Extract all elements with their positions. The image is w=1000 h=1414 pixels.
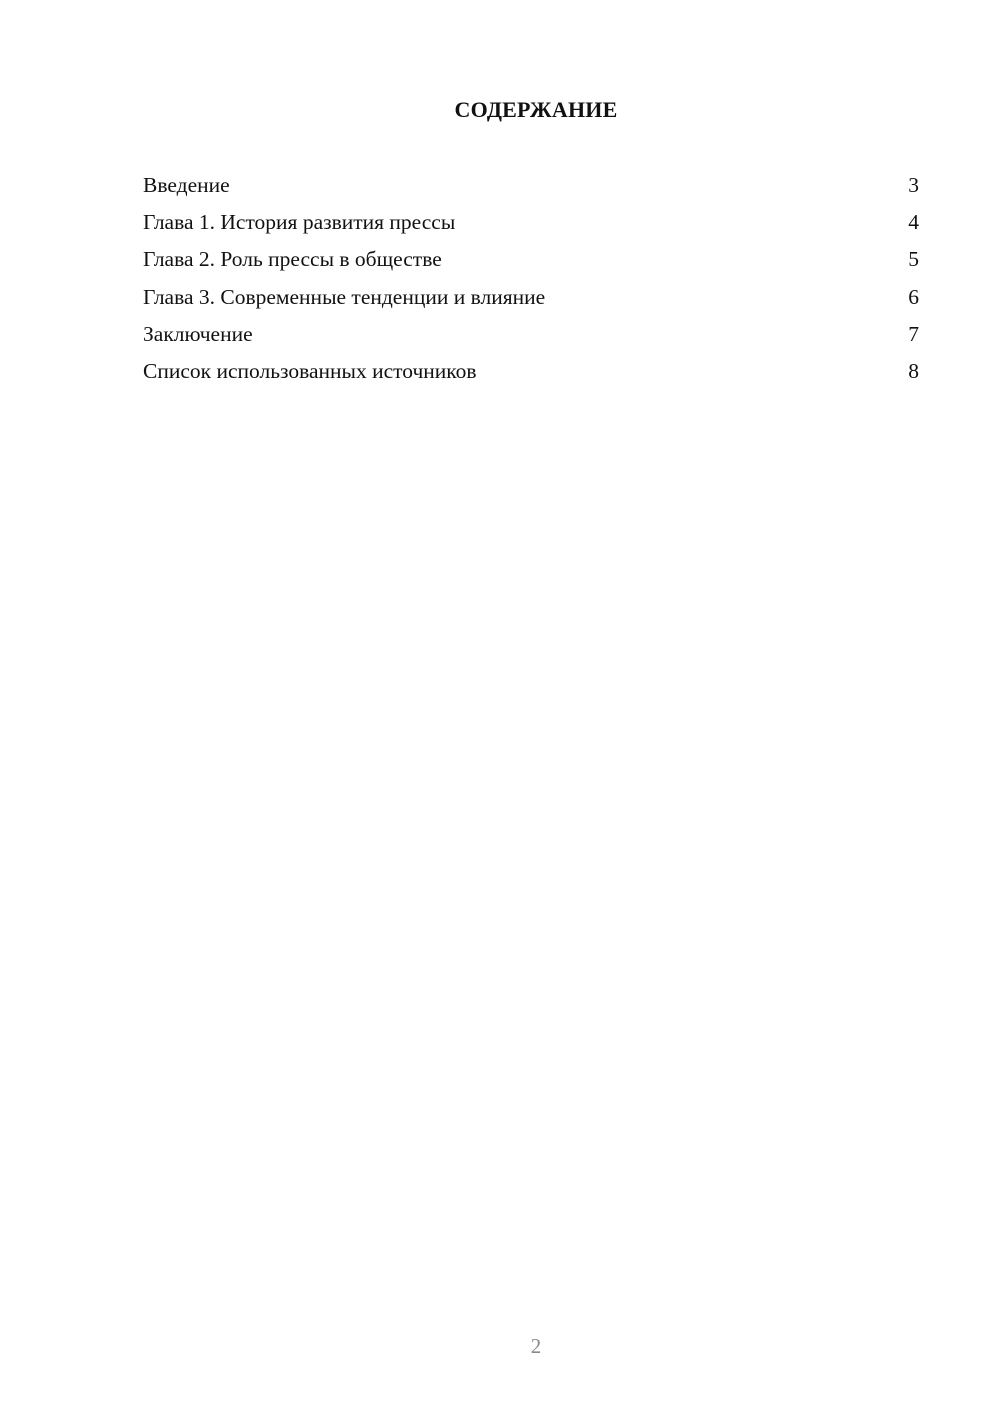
toc-entry-chapter-3 bbox=[143, 282, 919, 319]
toc-entry-title: Глава 3. Современные тенденции и влияние bbox=[143, 284, 546, 309]
toc-entry-page-number: 8 bbox=[908, 358, 919, 383]
toc-entry-page-number: 4 bbox=[908, 210, 919, 235]
toc-entry-title: Введение bbox=[143, 173, 230, 197]
toc-entry-title: Заключение bbox=[143, 321, 253, 346]
toc-entry-page-number: 6 bbox=[908, 284, 919, 309]
toc-entry-introduction bbox=[143, 170, 919, 207]
toc-entry-conclusion bbox=[143, 319, 919, 356]
toc-entry-chapter-2 bbox=[143, 244, 919, 281]
toc-entry-page-number: 3 bbox=[908, 173, 919, 197]
toc-entry-page-number: 5 bbox=[908, 247, 919, 272]
table-of-contents bbox=[143, 170, 919, 393]
toc-heading: СОДЕРЖАНИЕ bbox=[454, 97, 618, 122]
toc-entry-title: Глава 2. Роль прессы в обществе bbox=[143, 247, 442, 272]
page-number: 2 bbox=[530, 1334, 542, 1358]
toc-entry-references bbox=[143, 356, 919, 393]
toc-entry-title: Список использованных источников bbox=[143, 358, 477, 383]
toc-entry-page-number: 7 bbox=[908, 321, 919, 346]
toc-entry-chapter-1 bbox=[143, 207, 919, 244]
toc-entry-title: Глава 1. История развития прессы bbox=[143, 210, 456, 235]
